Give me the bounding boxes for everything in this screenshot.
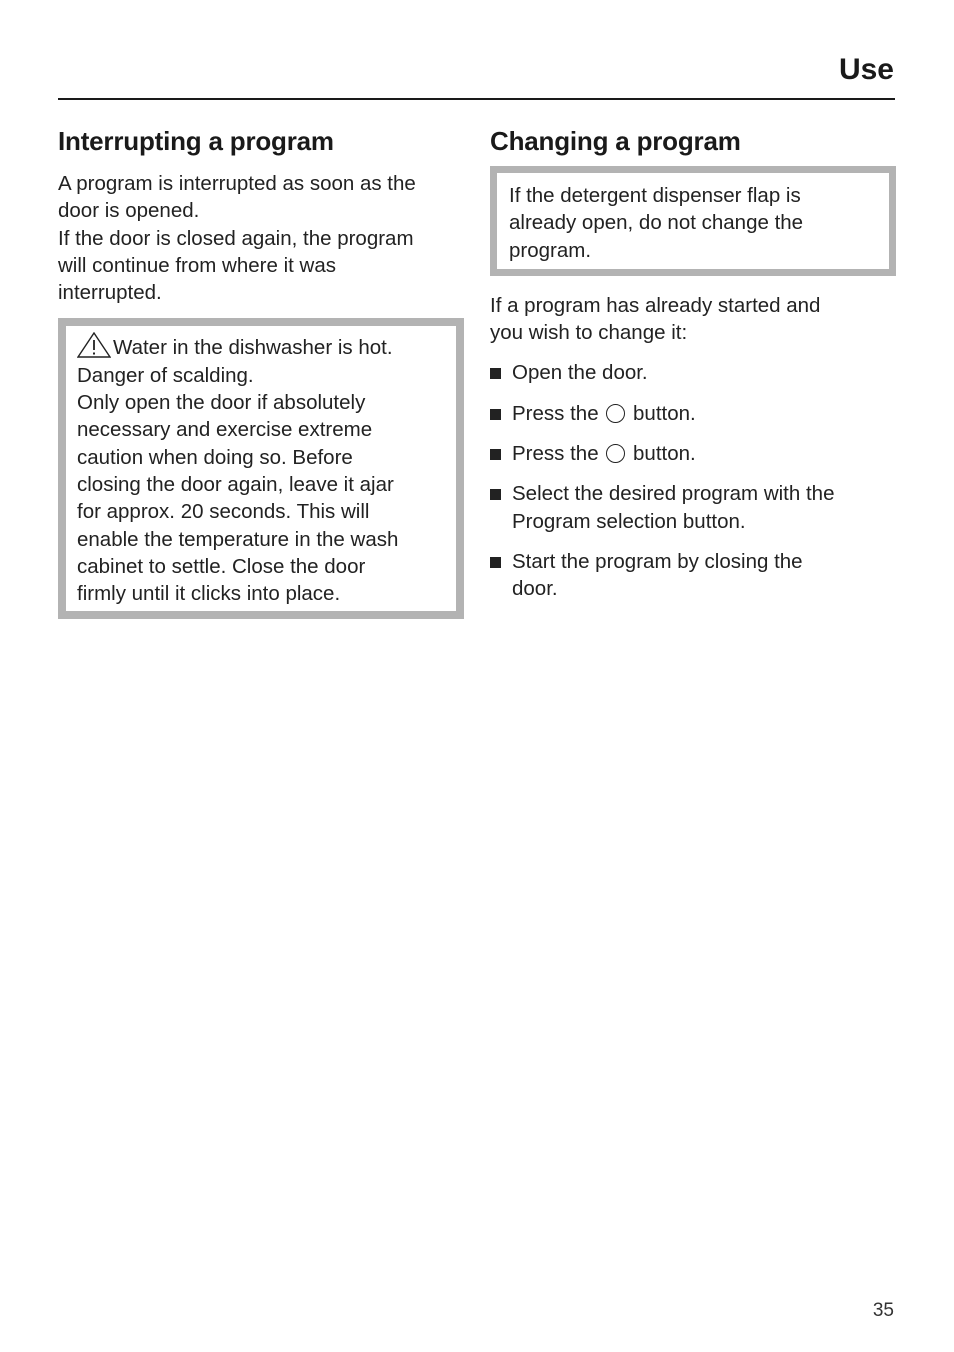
bullet-square-icon (490, 368, 501, 379)
warning-first-line: Water in the dishwasher is hot. (113, 336, 393, 360)
warning-box: Water in the dishwasher is hot. Danger of scalding. Only open the door if absolutely necessary and exercise extreme caution when doing so. Before closing the door again, leave it ajar for approx. 20 seconds. This will enable the temperature in the wash cabinet to settle. Close the door firmly until it clicks into place. (58, 318, 464, 619)
list-item: Press the button. (490, 400, 896, 427)
list-item: Start the program by closing the door. (490, 548, 896, 603)
bullet-square-icon (490, 449, 501, 460)
changing-section (490, 124, 896, 616)
section-title: Use (838, 53, 894, 86)
header-rule (58, 98, 895, 100)
list-item: Select the desired program with the Program selection button. (490, 480, 896, 535)
interrupting-section (58, 124, 464, 619)
list-item: Press the button. (490, 440, 896, 467)
bullet-square-icon (490, 409, 501, 420)
steps-list (490, 359, 896, 602)
bullet-square-icon (490, 557, 501, 568)
note-box: If the detergent dispenser flap is already open, do not change the program. (490, 166, 896, 276)
bullet-square-icon (490, 489, 501, 500)
page-number: 35 (872, 1300, 894, 1321)
circle-button-icon (606, 404, 625, 423)
interrupting-intro: A program is interrupted as soon as the door is opened. If the door is closed again, the program will continue from where it was interrupted. (58, 172, 416, 305)
list-item: Open the door. (490, 359, 896, 386)
changing-heading: Changing a program (490, 126, 741, 156)
interrupting-heading: Interrupting a program (58, 126, 334, 156)
circle-button-icon (606, 444, 625, 463)
warning-triangle-icon (77, 332, 111, 358)
changing-intro: If a program has already started and you wish to change it: (490, 293, 821, 345)
